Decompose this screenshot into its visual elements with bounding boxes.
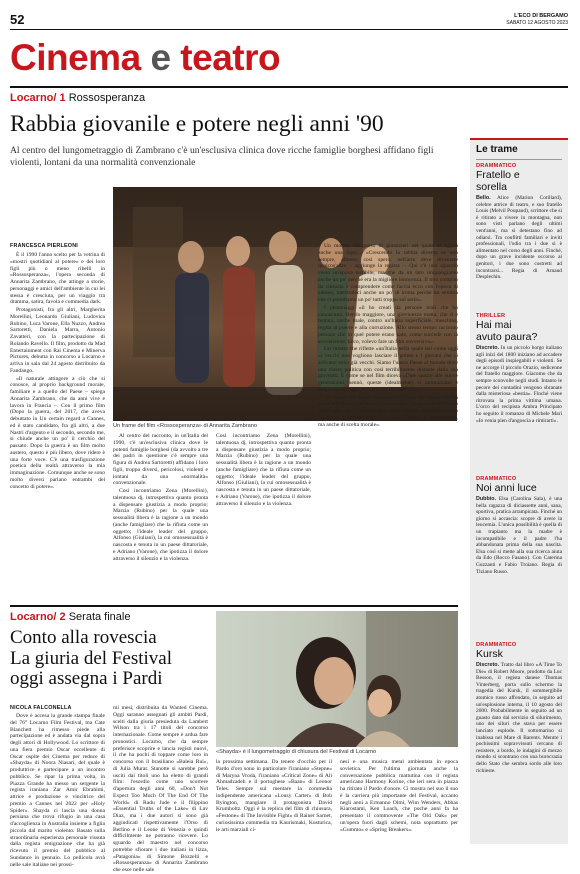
sidebar-item-1-text — [476, 195, 562, 307]
article1-kicker-num: / 1 — [53, 92, 66, 104]
sidebar-item-2-lead: Discreto. — [476, 345, 500, 351]
section-word-e: e — [150, 37, 171, 78]
article1-column-3 — [318, 243, 458, 597]
article2-photo — [216, 611, 458, 747]
sidebar-item-2-title: Hai mai avuto paura? — [476, 319, 538, 343]
article2-col3-p1: la prossima settimana. Da tenere d'occhio per il Pardo d'oro sono in particolare l'iraniano «Stepne» di Maryna Vroda, l'iraniano «Critical Zone» di Ali Ahmadzadeh e il portoghese «Baan» di Leonor Teles. Sempre sul mentare la commedia indipendente americana «Lousy Carter» di Bob Byington, mangiare il protagonista David Krumholtz. Oggi è la replica del film di chiusura, «Festone» di The Invisible Fight» di Rainer Sarnet, curiosissima commedia tra Kaurismaki, Kusturica, le arti marziali ci- — [216, 759, 332, 833]
article2-title-line3: oggi assegna i Pardi — [10, 668, 163, 689]
article1-column-2 — [113, 433, 208, 597]
sidebar-item-3-body: Elsa (Carolina Sala), è una bella ragazza di diciassette anni, sana, sportiva, pratica arrampicata. Finché un giorno si accascia: scopre di avere la leucemia. L'unica possibilità è quella di un trapianto ma la madre è incompatibile e il padre l'ha abbandonata prima della sua nascita. Elsa così si mette alla sua ricerca aiuta da Edo (Rocco Fasano). Con Caterina Guzzanti e Fabio Troiano. Regia di Tiziano Russo. — [476, 496, 562, 575]
sidebar-item-4 — [476, 642, 562, 846]
article2-column-4 — [340, 759, 458, 843]
sidebar-item-2-text — [476, 345, 562, 473]
page-number: 52 — [10, 12, 25, 27]
article2-column-1 — [10, 713, 105, 868]
article1-col3-p2: I personaggi «il ho creati da persone reali che ho conosciuto. Bendo maggiore, una giovinezza matta, che si è buttata, anche male, contro un'Italia superficiale, meschina, legata al potere e alla corruzione. Allo stesso tempo racconto persone che in quel potere erano nate, come succede con la sovversione. Ecco, volevo fare un film sovversivo». — [318, 304, 458, 345]
article1-col2-p1: Al centro del racconto, in un'Italia del 1990, c'è un'esclusiva clinica dove le potenti famiglie borghesi (da avvolto a tre dei padri in questione c'è sempre una figura di Andrea Sartoretti) affidano i loro figli, troppo diversi, pericolosi, violenti e lontani da una «normalità» convenzionale. — [113, 433, 208, 487]
sidebar-item-4-text — [476, 662, 562, 846]
section-rule — [10, 86, 568, 88]
issue-date: SABATO 12 AGOSTO 2023 — [506, 20, 568, 26]
header-rule — [10, 29, 568, 30]
sidebar-item-4-body: Tratto dal libro «A Time To Die» di Robert Moore, prodotto da Luc Besson, il regista danese Thomas Vinterberg, porta sullo schermo la tragedia del Kursk, il sommergibile atomico russo affondato, in seguito ad un'esplosione interna, il 10 agosto del 2000. Probabilmente in seguito ad un guasto dato dal servizio di silurimento, uno dei siluri che stava per essere lanciato esplode. Il sottomarino si inabissa nel Mare di Barents. Mentre i pochissimi sopravvissuti cercano di resistere, a bordo, le indagini di mezzo mondo si scontrano con una burocrazia dello Stato che sembra sordo alle loro richieste. — [476, 662, 562, 774]
article2-col1-p1: Dove è accesa la grande stampa finale del 76° Locarno Film Festival, ma Cate Blanchett ha rimesso piede alla partecipazione ed è andata via dal sopra degli attori di Hollywood. Lo scrittore di una fiera premio Oscar eccellente di Oscar ospite dei Cinema per reduce di «Shayda» di Noora Niasari, del quale è produttrice e partecipare a un incontro pubblico. Se ripar la prima volta, in Piazza Grande ha messo un sergente la regista iraniana Zar Amir Ebrahimi, attrice e produzione e vincitrice del premio a Cannes nel 2022 per «Holy Spider». Shayda ci lascia una donna persiana che trova rifugio in una casa d'accoglienza in Australia insieme a figlia piccola dal marito violento. Basato sulla straordinaria esperienza personale vissuta dalla regista emigrazione che ha già ricevuto il premio del pubblico al Sundance in gennaio. Lo pellicola avrà nelle sale italiane nei prossi- — [10, 713, 105, 868]
article2-column-3 — [216, 759, 332, 843]
sidebar-item-1-title: Fratello e sorella — [476, 169, 520, 193]
article1-column-1 — [10, 252, 105, 597]
article2-photo-scene — [216, 611, 458, 747]
article1-kicker-topic: Rossosperanza — [68, 92, 146, 104]
article1-col1-p1: È il 1990 l'anno scelto per la vetrina di «mostri quotidiani al potere» e dei loro figli più o meno ribelli in «Rossosperanza», l'opera seconda di Annarita Zambrano, che attinge a storie, personaggi e amici dell'ambiente in cui lei stessa è cresciuta, per un viaggio tra dramma, satira, favola e commedia dark. — [10, 252, 105, 306]
newspaper-name: L'ECO DI BERGAMO — [514, 13, 568, 19]
section-word-cinema: Cinema — [10, 37, 141, 78]
article2-kicker — [10, 611, 130, 623]
article2-photo-caption: «Shayda» è il lungometraggio di chiusura del Festival di Locarno — [216, 749, 377, 755]
sidebar — [470, 138, 568, 844]
sidebar-item-3-title: Noi anni luce — [476, 482, 537, 494]
sidebar-item-3-lead: Dubbio. — [476, 496, 497, 502]
sidebar-item-4-kicker: DRAMMATICO — [476, 642, 517, 648]
sidebar-title: Le trame — [476, 144, 518, 155]
sidebar-item-1-kicker: DRAMMATICO — [476, 163, 517, 169]
article2-byline: NICOLA FALCONELLA — [10, 705, 72, 711]
article1-byline: FRANCESCA PIERLEONI — [10, 243, 78, 249]
article2-col4-p1: nesi e una musica metal ambientata in epoca sovietica. Per l'ultima giornata anche la conversazione pubblica mattutina con il regista americano Harmony Korine, che ieri sera in piazza ha ritirato il Pardo d'onore. Ci mostra nel suo il suo è la carriera più importante del Festival, accanto negli anni a Ermanno Olmi, Wim Wenders, Abbas Kiarostami, Ken Loach, che poche anni fa ha presentato il commovente «The Old Oak» per un'opera fuori dagli schemi, nota soprattutto per «Gummo» e «Spring Breakers». — [340, 759, 458, 833]
article-divider — [10, 605, 458, 607]
article2-kicker-place: Locarno — [10, 611, 54, 623]
article1-kicker-place: Locarno — [10, 92, 54, 104]
article2-title — [10, 628, 200, 690]
article1-col1-p3: «Il naturale attingere a ciò che si conosce, al proprio background morale, familiare e a quello del Paese – spiega Annarita Zambrano, che da anni vive e lavora in Francia –. Con il primo film (Dopo la guerra, del 2017, che aveva debuttato in Un certain regard a Cannes, ed è stato candidato, fra gli altri, a due Nastri d'argento e il secondo, secondo me, si chiude anche un po' il cerchio del passato. Dopo la guerra è un film molto austero, questo è più libero, dove ridere è una forte voce. C'è una trasfigurazione poetica della realtà attraverso la mia immaginazione. Comunque anche se sono molto diversi parlano entrambi del concetto di potere». — [10, 375, 105, 490]
article1-col1-p2: Protagonisti, fra gli altri, Margherita Morellini, Leonardo Giuliani, Ludovica Rubino, Luca Varone, Ella Nuzzo, Andrea Sartoretti, Daniela Marra, Antonio Zavatteri, con la partecipazione di Rolando Ravello. Il film, prodotto da Mad Entertainment con Rai Cinema e Minerva Pictures, debutta in concorso a Locarno e arriva in sala dal 24 agosto distribuito da Fandango. — [10, 307, 105, 374]
sidebar-item-1 — [476, 163, 562, 307]
article1-col2-p2: Così incontriamo Zena (Morellini), talentuosa dj, introspettiva quanto pronta a dispensare giustizia a modo proprio; Marzia (Rubino) per la quale una sessualità libera è la ragione a un mondo (anche famigliare) che la rifiuta come un oggetto; l'ideale leader del gruppo, Alfonso (Giuliani), la cui omosessualità è nascosta e tenuta in un paese dittatoriale, e Adriano (Varone), che ipotizza il dolore attraverso il silenzio e la violenza. — [113, 488, 208, 562]
sidebar-title-rule — [476, 159, 562, 160]
article1-column-2b — [216, 433, 311, 597]
article1-col2b-text: Così incontriamo Zena (Morellini), talentuosa dj, introspettiva quanto pronta a dispensare giustizia a modo proprio; Marzia (Rubino) per la quale una sessualità libera è la ragione a un mondo (anche famigliare) che la rifiuta come un oggetto; l'ideale leader del gruppo, Alfonso (Giuliani), la cui omosessualità è nascosta e tenuta in un paese dittatoriale, e Adriano (Varone), che ipotizza il dolore attraverso il silenzio e la violenza. — [216, 433, 311, 507]
article1-col3-p1: Un mondo bisognoso di giustizieri nel quale si aggira anche una tigre.... «Crescendo la rabbia diventa se non sempre, almeno così spero, nell'arte deve diventare qualcos'altro – aggiunge la regista –. Qui c'è uno sguardo verso un'epoca terribile, ma che da un lato rimpiangiamo anche un po' perché era la migliore innocenza. Il mio compito da cineasta è comprendere come faccia ecco con l'epoca di adesso, mettendoci anche un po' di ironia perché mi sembra che ci prendiamo un po' tutti troppo sul serio». — [318, 243, 458, 303]
sidebar-item-2-body: In un piccolo borgo italiano agli inizi del 1800 iniziano ad accadere degli episodi inspiegabili e violenti. Se ne accorge il piccolo Orazio, sedicenne del fratello maggiore. Giacomo che da sempre sconvolte negli studi. Intanto le pecore dei contadini vengono sbranate dalla misteriosa «bestia». Finché viene ritrovata la prima vittima umana. L'orco del recipista Ambra Principato ho seguito il romanzo di Michele Mari «Io venia pien d'angoscia a rimirarti». — [476, 345, 562, 424]
article1-col3-p3: Un ritratto che riflette «un'Italia nella quale ieri come oggi «i vecchi non vogliono lasciare il potere e i giovani che ci arrivano sono già vecchi. Siamo l'unico Paese al mondo dove una classe politica con così terribilmente distante dalla sua gioventù. È come se nel film diceva «Date spazio alle nuove generazioni, sennò, queste (idealmente) vi ammazzano e hanno anche ragione», dice sul filo dell'ironia. — [318, 346, 458, 393]
sidebar-item-2-kicker: THRILLER — [476, 313, 506, 319]
sidebar-item-3-text — [476, 496, 562, 644]
article1-col3-p4: «Il nostro un Paese incredibile eppure ho creato che la gente non riesce per sempre sottomessa. La speranza del titolo dove? «In chi si appassiona a quel sistema, deciderà di non diventare un mostro. Non è solo una questione di generazione, ma anche di scelta morale». — [318, 394, 458, 428]
article2-column-2 — [113, 705, 208, 873]
sidebar-item-1-body: Alice (Marion Cotillard), celebre attrice di teatro, e suo fratello Louis (Melvil Poupaud), scrittore che si è ritirato a vivere in montagna, non sono visti parlano degli ultimi vent'anni, ma si detestano fino ad odiarsi. Tra conflitti familiari e inviti professionali, l'odio tra i due si è alimentato nel corso degli anni. Finché, dopo un grave incidente occorso ai genitori, i due sono costretti ad incontrarsi... Regia di Arnaud Desplechin. — [476, 195, 562, 281]
sidebar-item-3-kicker: DRAMMATICO — [476, 476, 517, 482]
article1-photo-caption: Un frame del film «Rossosperanza» di Annarita Zambrano — [113, 423, 257, 429]
article2-col2-p1: mi mesi, distribuita da Wanted Cinema. Oggi saranno assegnati gli ambiti Pardi, scelti dalla giuria presieduta da Lambert Wilson tra i 17 titoli del concorso internazionale. Come sempre è ardua fare pronostici. Locarno, che da sempre preferisce scoprire e lancia registi nuovi, il che ha pochi di toppare come loro in concorso con il brasiliano «Baleia Rui», di Julia Murat. Stanotte si sarebbe però usciti dai titoli uno ha eletto di grandi film: l'esordio come uno scorrere d'apertura degli anni 60, «Don't Not Expect Too Much Of The End Of The World» di Radu Jude e il filippino «Essential Truths of the Lake» di Lav Diaz, ma i due autori si sono già aggiudicati rispettivamente l'Orso di Berlino e il Leone di Venezia e quindi difficilmente ne potranno ricevere. Lo sguardo del maestro nel concorso potrebbe sfiorare i due italiani in lizza, «Patagonia» di Simone Bozzelli e «Rossosperanza» di Annarita Zambrano che esce nelle sale — [113, 705, 208, 873]
section-word-teatro: teatro — [180, 37, 281, 78]
article2-title-line1: Conto alla rovescia — [10, 627, 157, 648]
article2-kicker-topic: Serata finale — [68, 611, 131, 623]
article1-title: Rabbia giovanile e potere negli anni '90 — [10, 111, 384, 137]
article1-subtitle: Al centro del lungometraggio di Zambrano c'è un'esclusiva clinica dove ricche famiglie borghesi affidano figli violenti, lontani da una normalità convenzionale — [10, 145, 434, 168]
sidebar-item-3 — [476, 476, 562, 644]
section-title — [10, 36, 280, 80]
sidebar-item-2 — [476, 313, 562, 473]
article1-kicker — [10, 92, 145, 104]
sidebar-item-4-lead: Discreto. — [476, 662, 500, 668]
article2-title-line2: La giuria del Festival — [10, 647, 172, 669]
article2-kicker-num: / 2 — [53, 611, 66, 623]
sidebar-top-rule — [470, 138, 568, 140]
sidebar-item-4-title: Kursk — [476, 648, 503, 660]
sidebar-item-1-lead: Bello. — [476, 195, 491, 201]
